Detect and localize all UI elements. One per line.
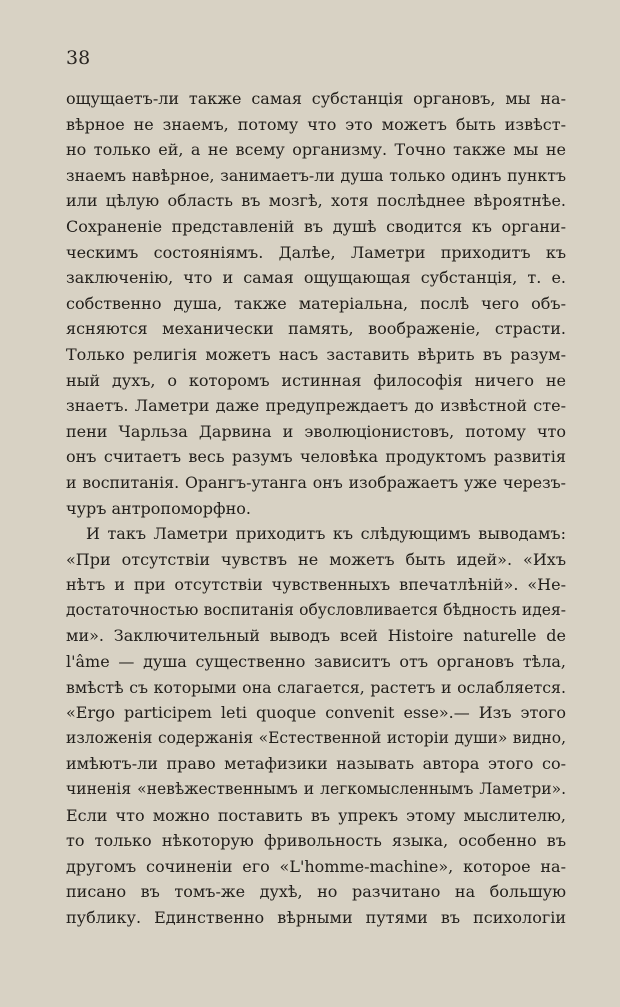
text-line: чуръ антропоморфно. (66, 498, 251, 518)
text-line: знаемъ навѣрное, занимаетъ-ли душа только одинъ пунктъ (66, 165, 566, 185)
text-line: ческимъ состояніямъ. Далѣе, Ламетри приходитъ къ (66, 242, 566, 262)
text-line: «При отсутствіи чувствъ не можетъ быть идей». «Ихъ (66, 549, 566, 569)
text-line: и воспитанія. Орангъ-утанга онъ изображаетъ уже черезъ- (66, 472, 566, 492)
text-line: l'âme — душа существенно зависитъ отъ органовъ тѣла, (66, 652, 566, 672)
text-line: Только религія можетъ насъ заставить вѣрить въ разум- (66, 344, 566, 364)
page-number: 38 (66, 47, 91, 69)
text-line: ясняются механически память, воображеніе, страсти. (66, 319, 566, 339)
body-text (66, 86, 566, 931)
text-line: другомъ сочиненіи его «L'homme-machine», которое на- (66, 856, 566, 876)
text-line: но только ей, а не всему организму. Точно также мы не (66, 140, 566, 160)
text-line: онъ считаетъ весь разумъ человѣка продуктомъ развитія (66, 447, 566, 467)
text-line: Сохраненіе представленій въ душѣ сводится къ органи- (66, 216, 566, 236)
text-line: знаетъ. Ламетри даже предупреждаетъ до извѣстной сте- (66, 396, 566, 416)
text-line: ми». Заключительный выводъ всей Histoire naturelle de (66, 626, 566, 646)
text-line: чиненія «невѣжественнымъ и легкомысленнымъ Ламетри». (66, 780, 566, 799)
text-line: пени Чарльза Дарвина и эволюціонистовъ, потому что (66, 421, 566, 441)
text-line: собственно душа, также матеріальна, послѣ чего объ- (66, 293, 566, 313)
paragraph-2 (66, 521, 566, 931)
text-line: нѣтъ и при отсутствіи чувственныхъ впечатлѣній». «Не- (66, 575, 566, 595)
paragraph-1 (66, 86, 566, 521)
text-line: имѣютъ-ли право метафизики называть автора этого со- (66, 754, 566, 774)
text-line: «Ergo participem leti quoque convenit esse».— Изъ этого (66, 703, 566, 723)
text-line: то только нѣкоторую фривольность языка, особенно въ (66, 831, 566, 851)
text-line: Если что можно поставить въ упрекъ этому мыслителю, (66, 805, 566, 825)
text-line: И такъ Ламетри приходитъ къ слѣдующимъ выводамъ: (86, 524, 566, 544)
text-line: или цѣлую область въ мозгѣ, хотя послѣднее вѣроятнѣе. (66, 191, 566, 211)
text-line: вмѣстѣ съ которыми она слагается, растетъ и ослабляется. (66, 677, 566, 697)
text-line: вѣрное не знаемъ, потому что это можетъ быть извѣст- (66, 114, 566, 134)
text-line: ный духъ, о которомъ истинная философія ничего не (66, 370, 566, 390)
text-line: публику. Единственно вѣрными путями въ психологіи (66, 908, 566, 927)
text-line: заключенію, что и самая ощущающая субстанція, т. е. (66, 268, 566, 288)
text-line: изложенія содержанія «Естественной исторіи души» видно, (66, 728, 566, 747)
text-line: достаточностью воспитанія обусловливается бѣдность идея- (66, 600, 566, 619)
text-line: писано въ томъ-же духѣ, но разчитано на большую (66, 882, 566, 902)
text-line: ощущаетъ-ли также самая субстанція органовъ, мы на- (66, 89, 566, 108)
